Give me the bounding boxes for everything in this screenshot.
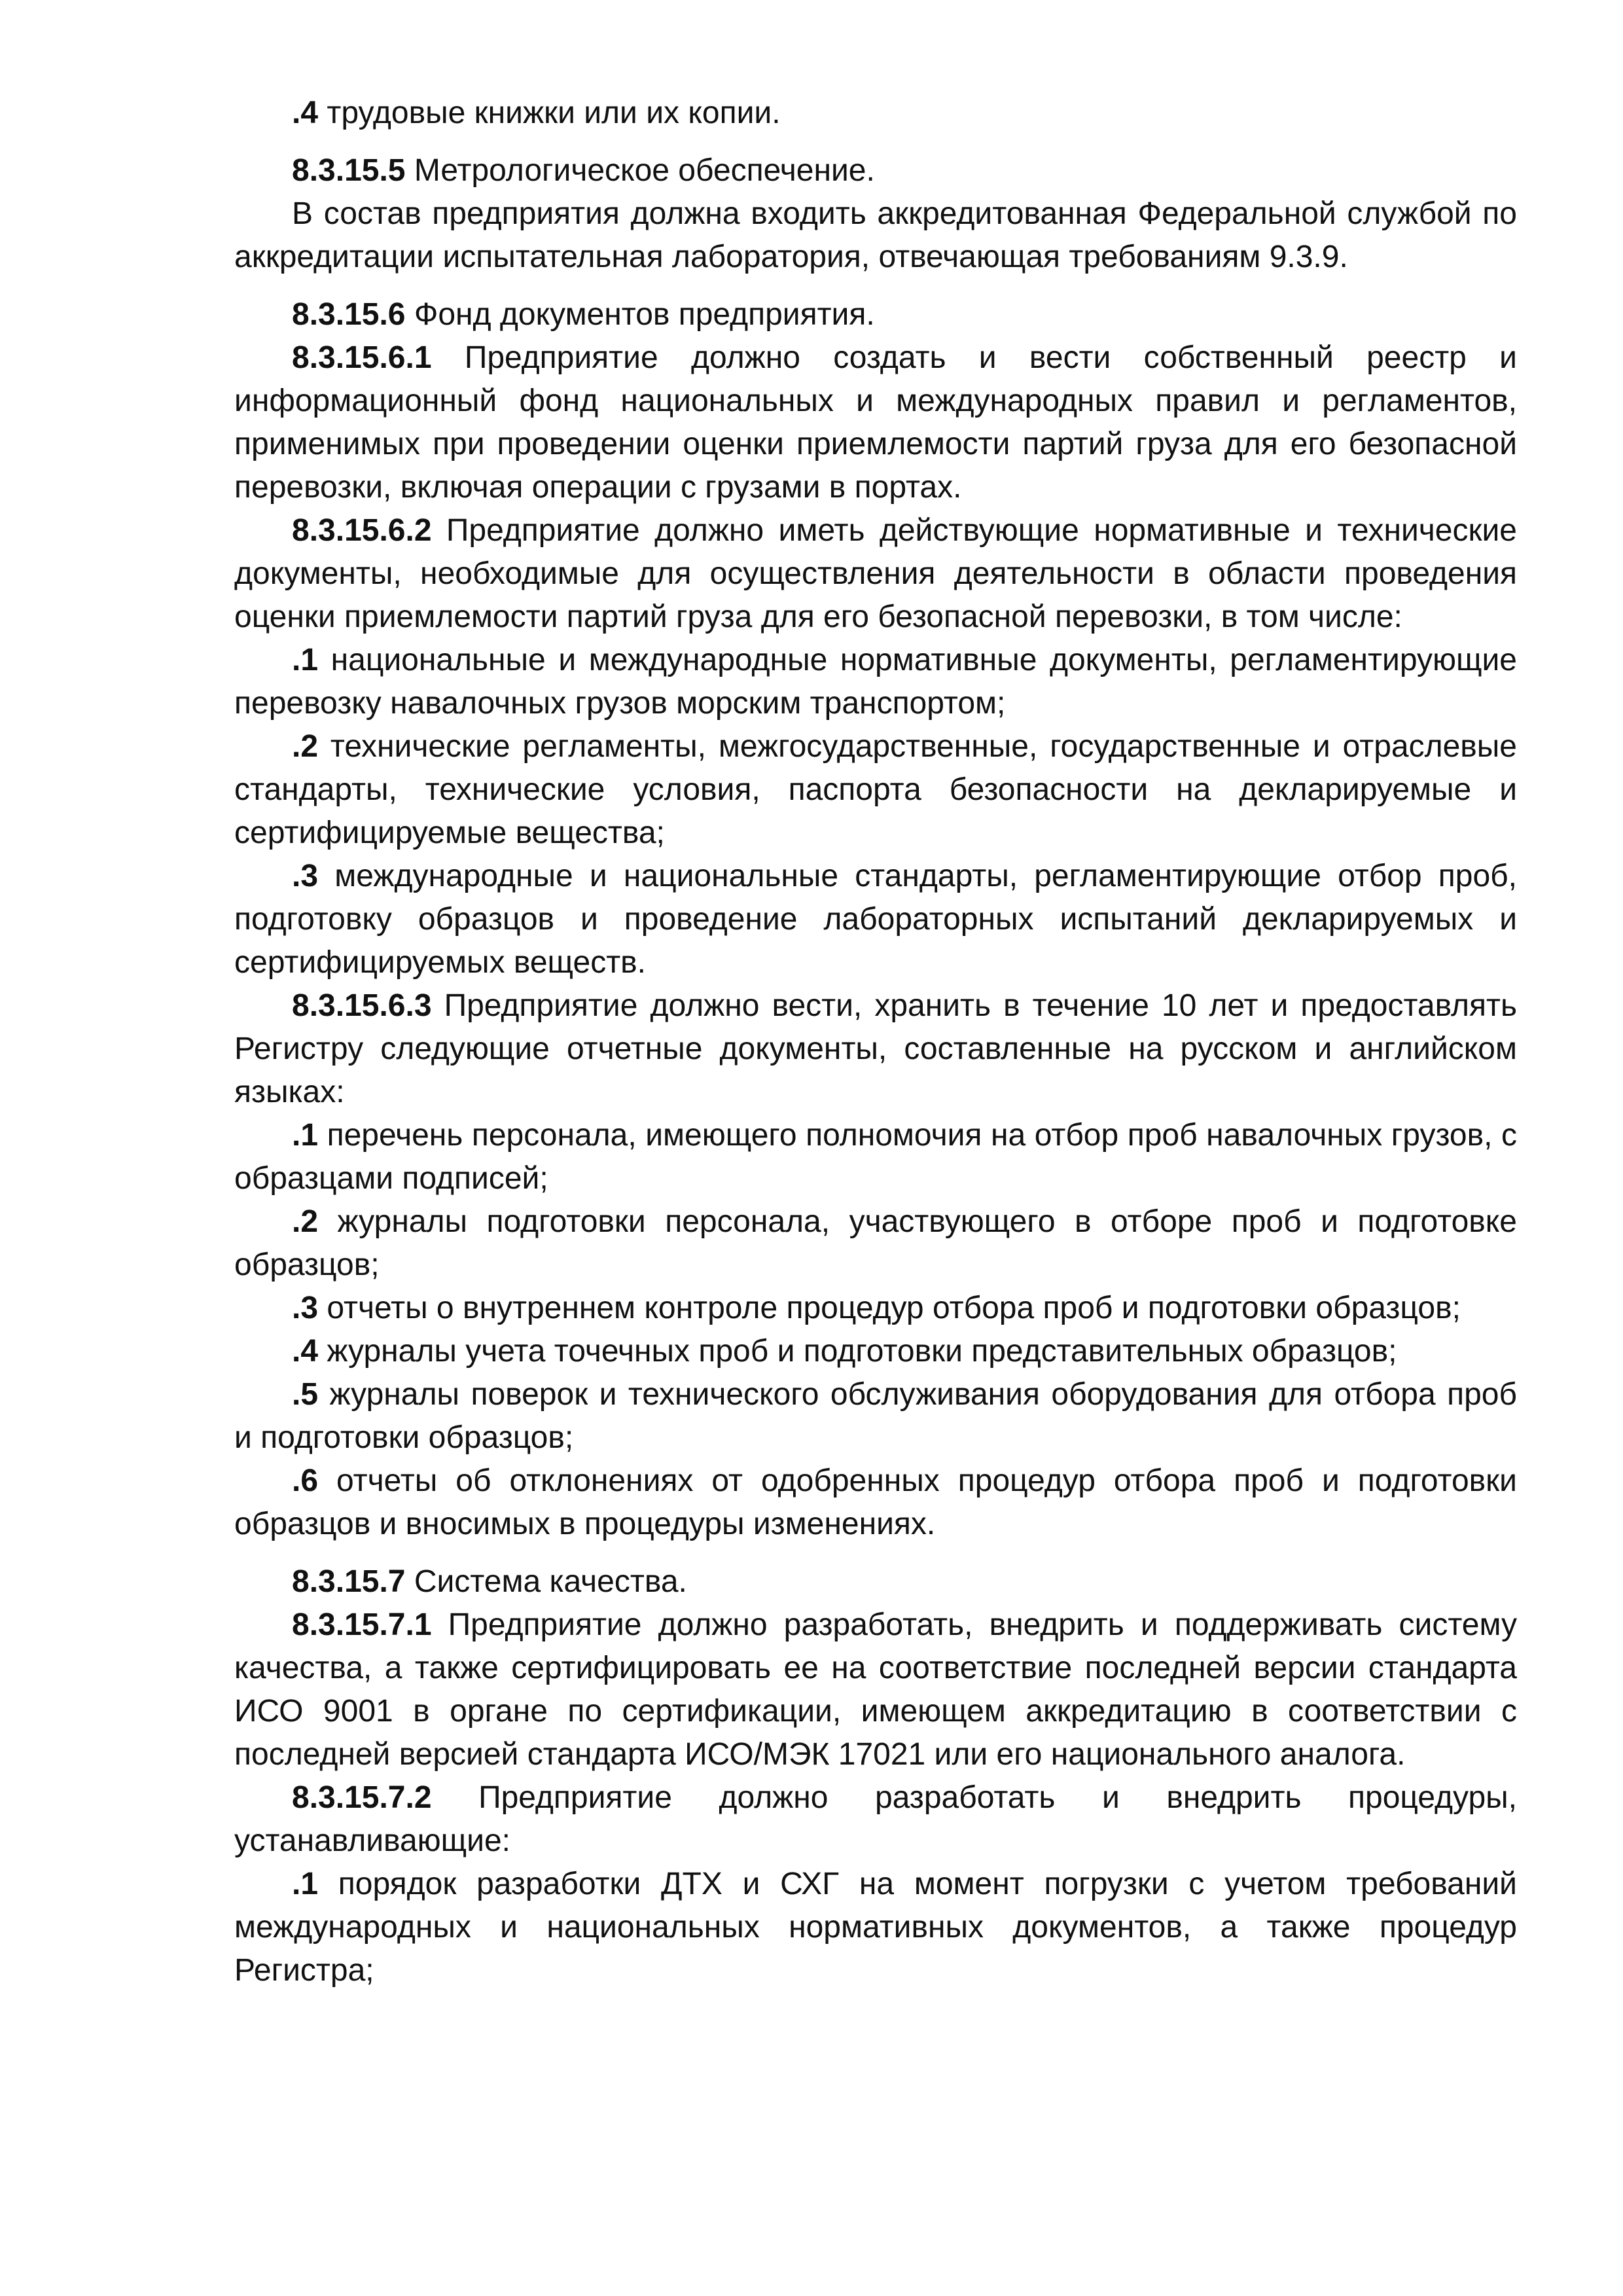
paragraph-text: журналы поверок и технического обслуживания оборудования для отбора проб и подготовки образцов; [234,1377,1517,1455]
clause-number: 8.3.15.7.1 [292,1607,432,1642]
paragraph [234,92,1517,135]
paragraph [234,984,1517,1114]
paragraph-text: отчеты об отклонениях от одобренных процедур отбора проб и подготовки образцов и вносимых в процедуры изменениях. [234,1463,1517,1541]
paragraph-text: трудовые книжки или их копии. [318,96,781,130]
paragraph [234,509,1517,639]
clause-number: .4 [292,1334,319,1369]
paragraph-text: национальные и международные нормативные документы, регламентирующие перевозку навалочных грузов морским транспортом; [234,643,1517,721]
paragraph-text: Предприятие должно вести, хранить в течение 10 лет и предоставлять Регистру следующие отчетные документы, составленные на русском и английском языках: [234,988,1517,1109]
paragraph [234,855,1517,984]
clause-number: 8.3.15.7 [292,1564,406,1599]
paragraph [234,1373,1517,1460]
paragraph [234,1287,1517,1330]
paragraph-text: Метрологическое обеспечение. [405,153,875,188]
clause-number: 8.3.15.5 [292,153,406,188]
paragraph-text: отчеты о внутреннем контроле процедур отбора проб и подготовки образцов; [318,1291,1461,1325]
document-page [234,92,1517,1992]
clause-number: .2 [292,1204,319,1239]
paragraph [234,336,1517,509]
paragraph [234,1200,1517,1287]
paragraph [234,1863,1517,1992]
clause-number: .2 [292,729,319,764]
clause-number: 8.3.15.6 [292,297,406,332]
clause-number: .6 [292,1463,319,1498]
paragraph-text: журналы учета точечных проб и подготовки представительных образцов; [318,1334,1397,1369]
clause-number: .1 [292,1867,319,1901]
paragraph [234,1330,1517,1373]
paragraph [234,639,1517,725]
clause-number: 8.3.15.6.1 [292,340,432,375]
paragraph [234,293,1517,336]
clause-number: 8.3.15.6.2 [292,513,432,548]
paragraph [234,1114,1517,1200]
paragraph [234,1776,1517,1863]
paragraph-text: международные и национальные стандарты, регламентирующие отбор проб, подготовку образцов и проведение лабораторных испытаний декларируемых и сертифицируемых веществ. [234,859,1517,980]
paragraph-text: Система качества. [405,1564,687,1599]
clause-number: .1 [292,1118,319,1153]
paragraph-text: перечень персонала, имеющего полномочия на отбор проб навалочных грузов, с образцами подписей; [234,1118,1517,1196]
paragraph [234,1460,1517,1546]
paragraph [234,1560,1517,1604]
clause-number: .3 [292,859,319,893]
paragraph-text: Предприятие должно разработать и внедрить процедуры, устанавливающие: [234,1780,1517,1858]
paragraph-text: журналы подготовки персонала, участвующего в отборе проб и подготовке образцов; [234,1204,1517,1282]
paragraph-text: Фонд документов предприятия. [405,297,875,332]
clause-number: .4 [292,96,319,130]
paragraph-text: порядок разработки ДТХ и СХГ на момент погрузки с учетом требований международных и национальных нормативных документов, а также процедур Регистра; [234,1867,1517,1988]
clause-number: 8.3.15.6.3 [292,988,432,1023]
paragraph-text: Предприятие должно иметь действующие нормативные и технические документы, необходимые для осуществления деятельности в области проведения оценки приемлемости партий груза для его безопасной перевозки, в том числе: [234,513,1517,634]
paragraph [234,1604,1517,1776]
paragraph-text: технические регламенты, межгосударственные, государственные и отраслевые стандарты, технические условия, паспорта безопасности на декларируемые и сертифицируемые вещества; [234,729,1517,850]
clause-number: .5 [292,1377,319,1412]
paragraph-text: В состав предприятия должна входить аккредитованная Федеральной службой по аккредитации испытательная лаборатория, отвечающая требованиям 9.3.9. [234,196,1517,274]
paragraph [234,149,1517,192]
clause-number: .3 [292,1291,319,1325]
paragraph [234,725,1517,855]
paragraph-text: Предприятие должно разработать, внедрить и поддерживать систему качества, а также сертифицировать ее на соответствие последней версии стандарта ИСО 9001 в органе по сертификации, имеющем аккредитацию в соответствии с последней версией стандарта ИСО/МЭК 17021 или его национального аналога. [234,1607,1517,1772]
paragraph-text: Предприятие должно создать и вести собственный реестр и информационный фонд национальных и международных правил и регламентов, применимых при проведении оценки приемлемости партий груза для его безопасной перевозки, включая операции с грузами в портах. [234,340,1517,505]
paragraph [234,192,1517,279]
clause-number: 8.3.15.7.2 [292,1780,432,1815]
clause-number: .1 [292,643,319,677]
